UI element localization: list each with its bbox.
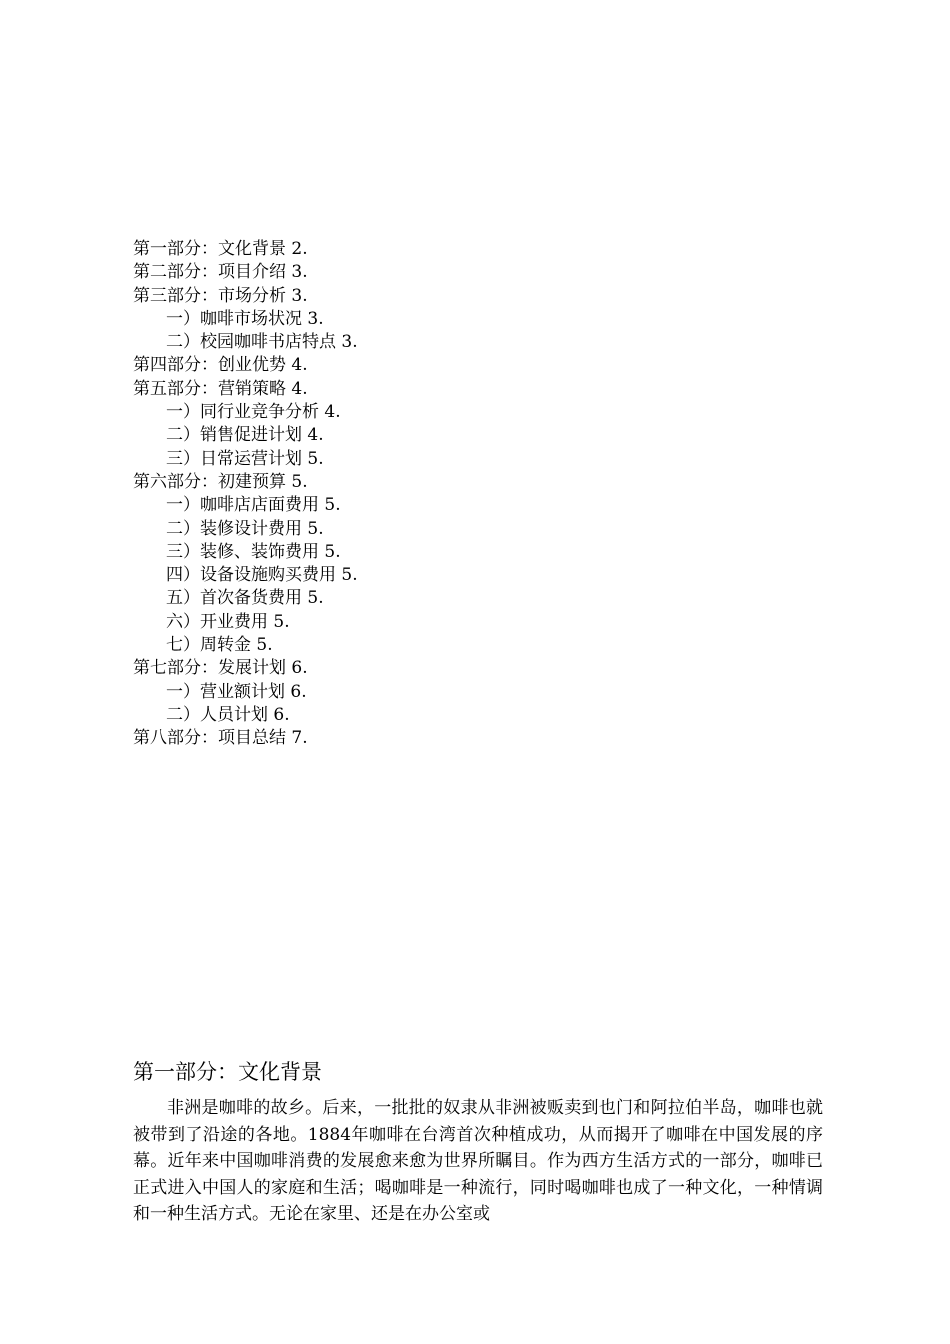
toc-entry: 第八部分：项目总结 7.: [133, 728, 308, 749]
toc-subentry: 七）周转金 5.: [166, 635, 273, 656]
toc-entry: 第一部分：文化背景 2.: [133, 239, 308, 259]
toc-subentry: 一）咖啡店店面费用 5.: [166, 495, 341, 516]
toc-subentry: 一）同行业竞争分析 4.: [166, 402, 341, 423]
toc-entry: 第五部分：营销策略 4.: [133, 378, 308, 399]
toc-subentry: 一）咖啡市场状况 3.: [166, 308, 324, 329]
toc-entry: 第六部分：初建预算 5.: [133, 471, 308, 492]
toc-subentry: 一）营业额计划 6.: [166, 681, 307, 702]
toc-entry: 第七部分：发展计划 6.: [133, 658, 308, 679]
toc-subentry: 二）校园咖啡书店特点 3.: [166, 332, 358, 353]
toc-subentry: 五）首次备货费用 5.: [166, 588, 324, 609]
section-culture-background: [133, 1057, 823, 1228]
toc-subentry: 二）人员计划 6.: [166, 704, 290, 725]
toc-subentry: 三）日常运营计划 5.: [166, 448, 324, 469]
toc-subentry: 二）销售促进计划 4.: [166, 425, 324, 446]
section-heading: 第一部分：文化背景: [133, 1060, 322, 1084]
toc-entry: 第四部分：创业优势 4.: [133, 355, 308, 376]
toc-subentry: 六）开业费用 5.: [166, 611, 290, 632]
toc-subentry: 二）装修设计费用 5.: [166, 518, 324, 539]
toc-entry: 第三部分：市场分析 3.: [133, 285, 308, 306]
toc-subentry: 四）设备设施购买费用 5.: [166, 565, 358, 586]
section-paragraph: 非洲是咖啡的故乡。后来，一批批的奴隶从非洲被贩卖到也门和阿拉伯半岛，咖啡也就被带到了沿途的各地。1884年咖啡在台湾首次种植成功，从而揭开了咖啡在中国发展的序幕。近年来中国咖啡消费的发展愈来愈为世界所瞩目。作为西方生活方式的一部分，咖啡已正式进入中国人的家庭和生活；喝咖啡是一种流行，同时喝咖啡也成了一种文化，一种情调和一种生活方式。无论在家里、还是在办公室或: [133, 1098, 823, 1224]
toc-subentry: 三）装修、装饰费用 5.: [166, 541, 341, 562]
toc-entry: 第二部分：项目介绍 3.: [133, 262, 308, 283]
table-of-contents: [133, 238, 833, 751]
